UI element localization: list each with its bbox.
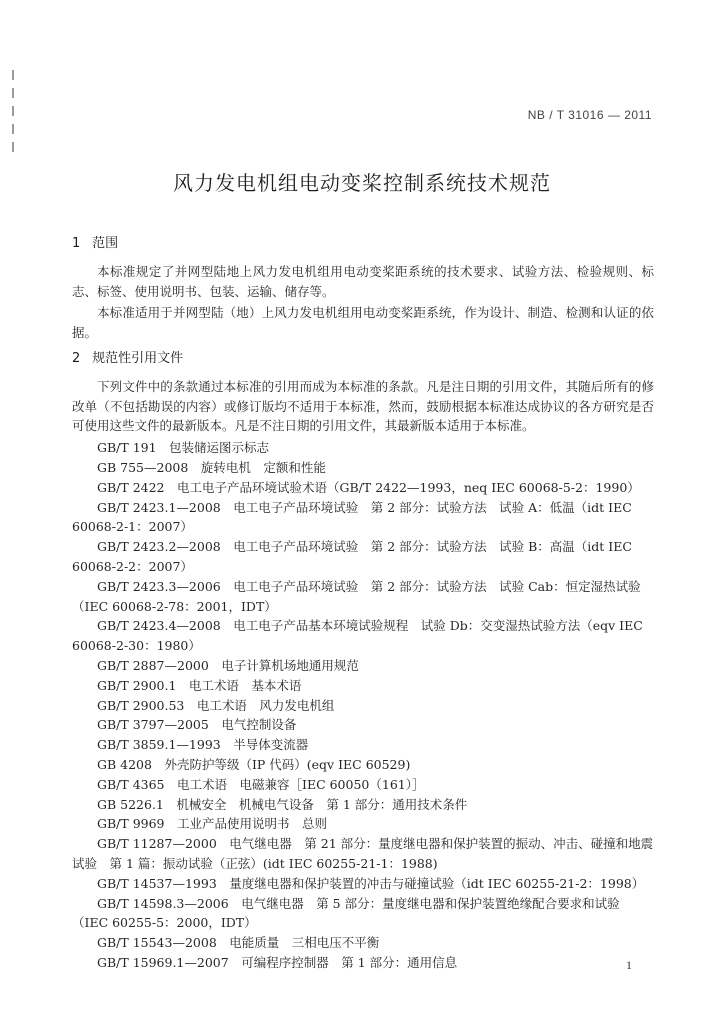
binding-mark xyxy=(12,106,14,116)
reference-item: GB/T 14537—1993 量度继电器和保护装置的冲击与碰撞试验（idt IEC 60255-21-2：1998） xyxy=(97,875,645,891)
reference-item: GB 5226.1 机械安全 机械电气设备 第 1 部分：通用技术条件 xyxy=(97,796,468,812)
binding-mark xyxy=(12,142,14,152)
reference-item: GB/T 2423.1—2008 电工电子产品环境试验 第 2 部分：试验方法 试验 A：低温（idt IEC 60068-2-1：2007） xyxy=(72,499,632,535)
page-number: 1 xyxy=(626,958,632,972)
section-heading xyxy=(72,349,654,369)
reference-item: GB/T 2900.1 电工术语 基本术语 xyxy=(97,677,302,693)
standard-code: NB / T 31016 — 2011 xyxy=(527,108,652,122)
reference-item: GB/T 2900.53 电工术语 风力发电机组 xyxy=(97,697,335,713)
reference-item: GB/T 3859.1—1993 半导体变流器 xyxy=(97,737,309,753)
binding-mark xyxy=(12,124,14,134)
reference-item: GB/T 2423.2—2008 电工电子产品环境试验 第 2 部分：试验方法 试验 B：高温（idt IEC 60068-2-2：2007） xyxy=(72,539,632,574)
reference-item: GB/T 14598.3—2006 电气继电器 第 5 部分：量度继电器和保护装置绝缘配合要求和试验（IEC 60255-5：2000，IDT） xyxy=(72,895,620,931)
section-title: 规范性引用文件 xyxy=(92,350,184,366)
document-body xyxy=(72,230,654,973)
reference-item: GB/T 9969 工业产品使用说明书 总则 xyxy=(97,816,328,832)
reference-item: GB/T 11287—2000 电气继电器 第 21 部分：量度继电器和保护装置的振动、冲击、碰撞和地震试验 第 1 篇：振动试验（正弦）(idt IEC 60255-21-1：1988) xyxy=(72,836,654,871)
reference-item: GB/T 3797—2005 电气控制设备 xyxy=(97,717,297,733)
reference-item: GB/T 15543—2008 电能质量 三相电压不平衡 xyxy=(97,935,380,951)
section-heading xyxy=(72,234,654,254)
section-number: 2 xyxy=(72,350,81,366)
paragraph: 本标准规定了并网型陆地上风力发电机组用电动变桨距系统的技术要求、试验方法、检验规则、标志、标签、使用说明书、包装、运输、储存等。 xyxy=(72,263,654,299)
reference-item: GB/T 2423.3—2006 电工电子产品环境试验 第 2 部分：试验方法 试验 Cab：恒定湿热试验（IEC 60068-2-78：2001，IDT） xyxy=(72,578,641,614)
binding-mark xyxy=(12,88,14,98)
paragraph: 本标准适用于并网型陆（地）上风力发电机组用电动变桨距系统，作为设计、制造、检测和认证的依据。 xyxy=(72,305,654,341)
section-number: 1 xyxy=(72,236,81,251)
reference-item: GB/T 4365 电工术语 电磁兼容［IEC 60050（161）］ xyxy=(97,776,425,792)
reference-item: GB/T 2423.4—2008 电工电子产品基本环境试验规程 试验 Db：交变湿热试验方法（eqv IEC 60068-2-30：1980） xyxy=(72,618,643,654)
paragraph: 下列文件中的条款通过本标准的引用而成为本标准的条款。凡是注日期的引用文件，其随后所有的修改单（不包括勘误的内容）或修订版均不适用于本标准，然而，鼓励根据本标准达成协议的各方研究是否可使用这些文件的最新版本。凡是不注日期的引用文件，其最新版本适用于本标准。 xyxy=(72,378,654,434)
reference-item: GB/T 191 包装储运图示标志 xyxy=(97,440,270,456)
document-title: 风力发电机组电动变桨控制系统技术规范 xyxy=(173,171,551,195)
reference-item: GB 755—2008 旋转电机 定额和性能 xyxy=(97,459,326,475)
reference-list xyxy=(72,438,654,973)
section-title: 范围 xyxy=(92,236,119,251)
reference-item: GB/T 2887—2000 电子计算机场地通用规范 xyxy=(97,657,359,673)
reference-item: GB 4208 外壳防护等级（IP 代码）(eqv IEC 60529) xyxy=(97,756,411,772)
reference-item: GB/T 15969.1—2007 可编程序控制器 第 1 部分：通用信息 xyxy=(97,954,458,970)
binding-mark xyxy=(12,70,14,80)
reference-item: GB/T 2422 电工电子产品环境试验术语（GB/T 2422—1993，neq IEC 60068-5-2：1990） xyxy=(97,479,640,495)
